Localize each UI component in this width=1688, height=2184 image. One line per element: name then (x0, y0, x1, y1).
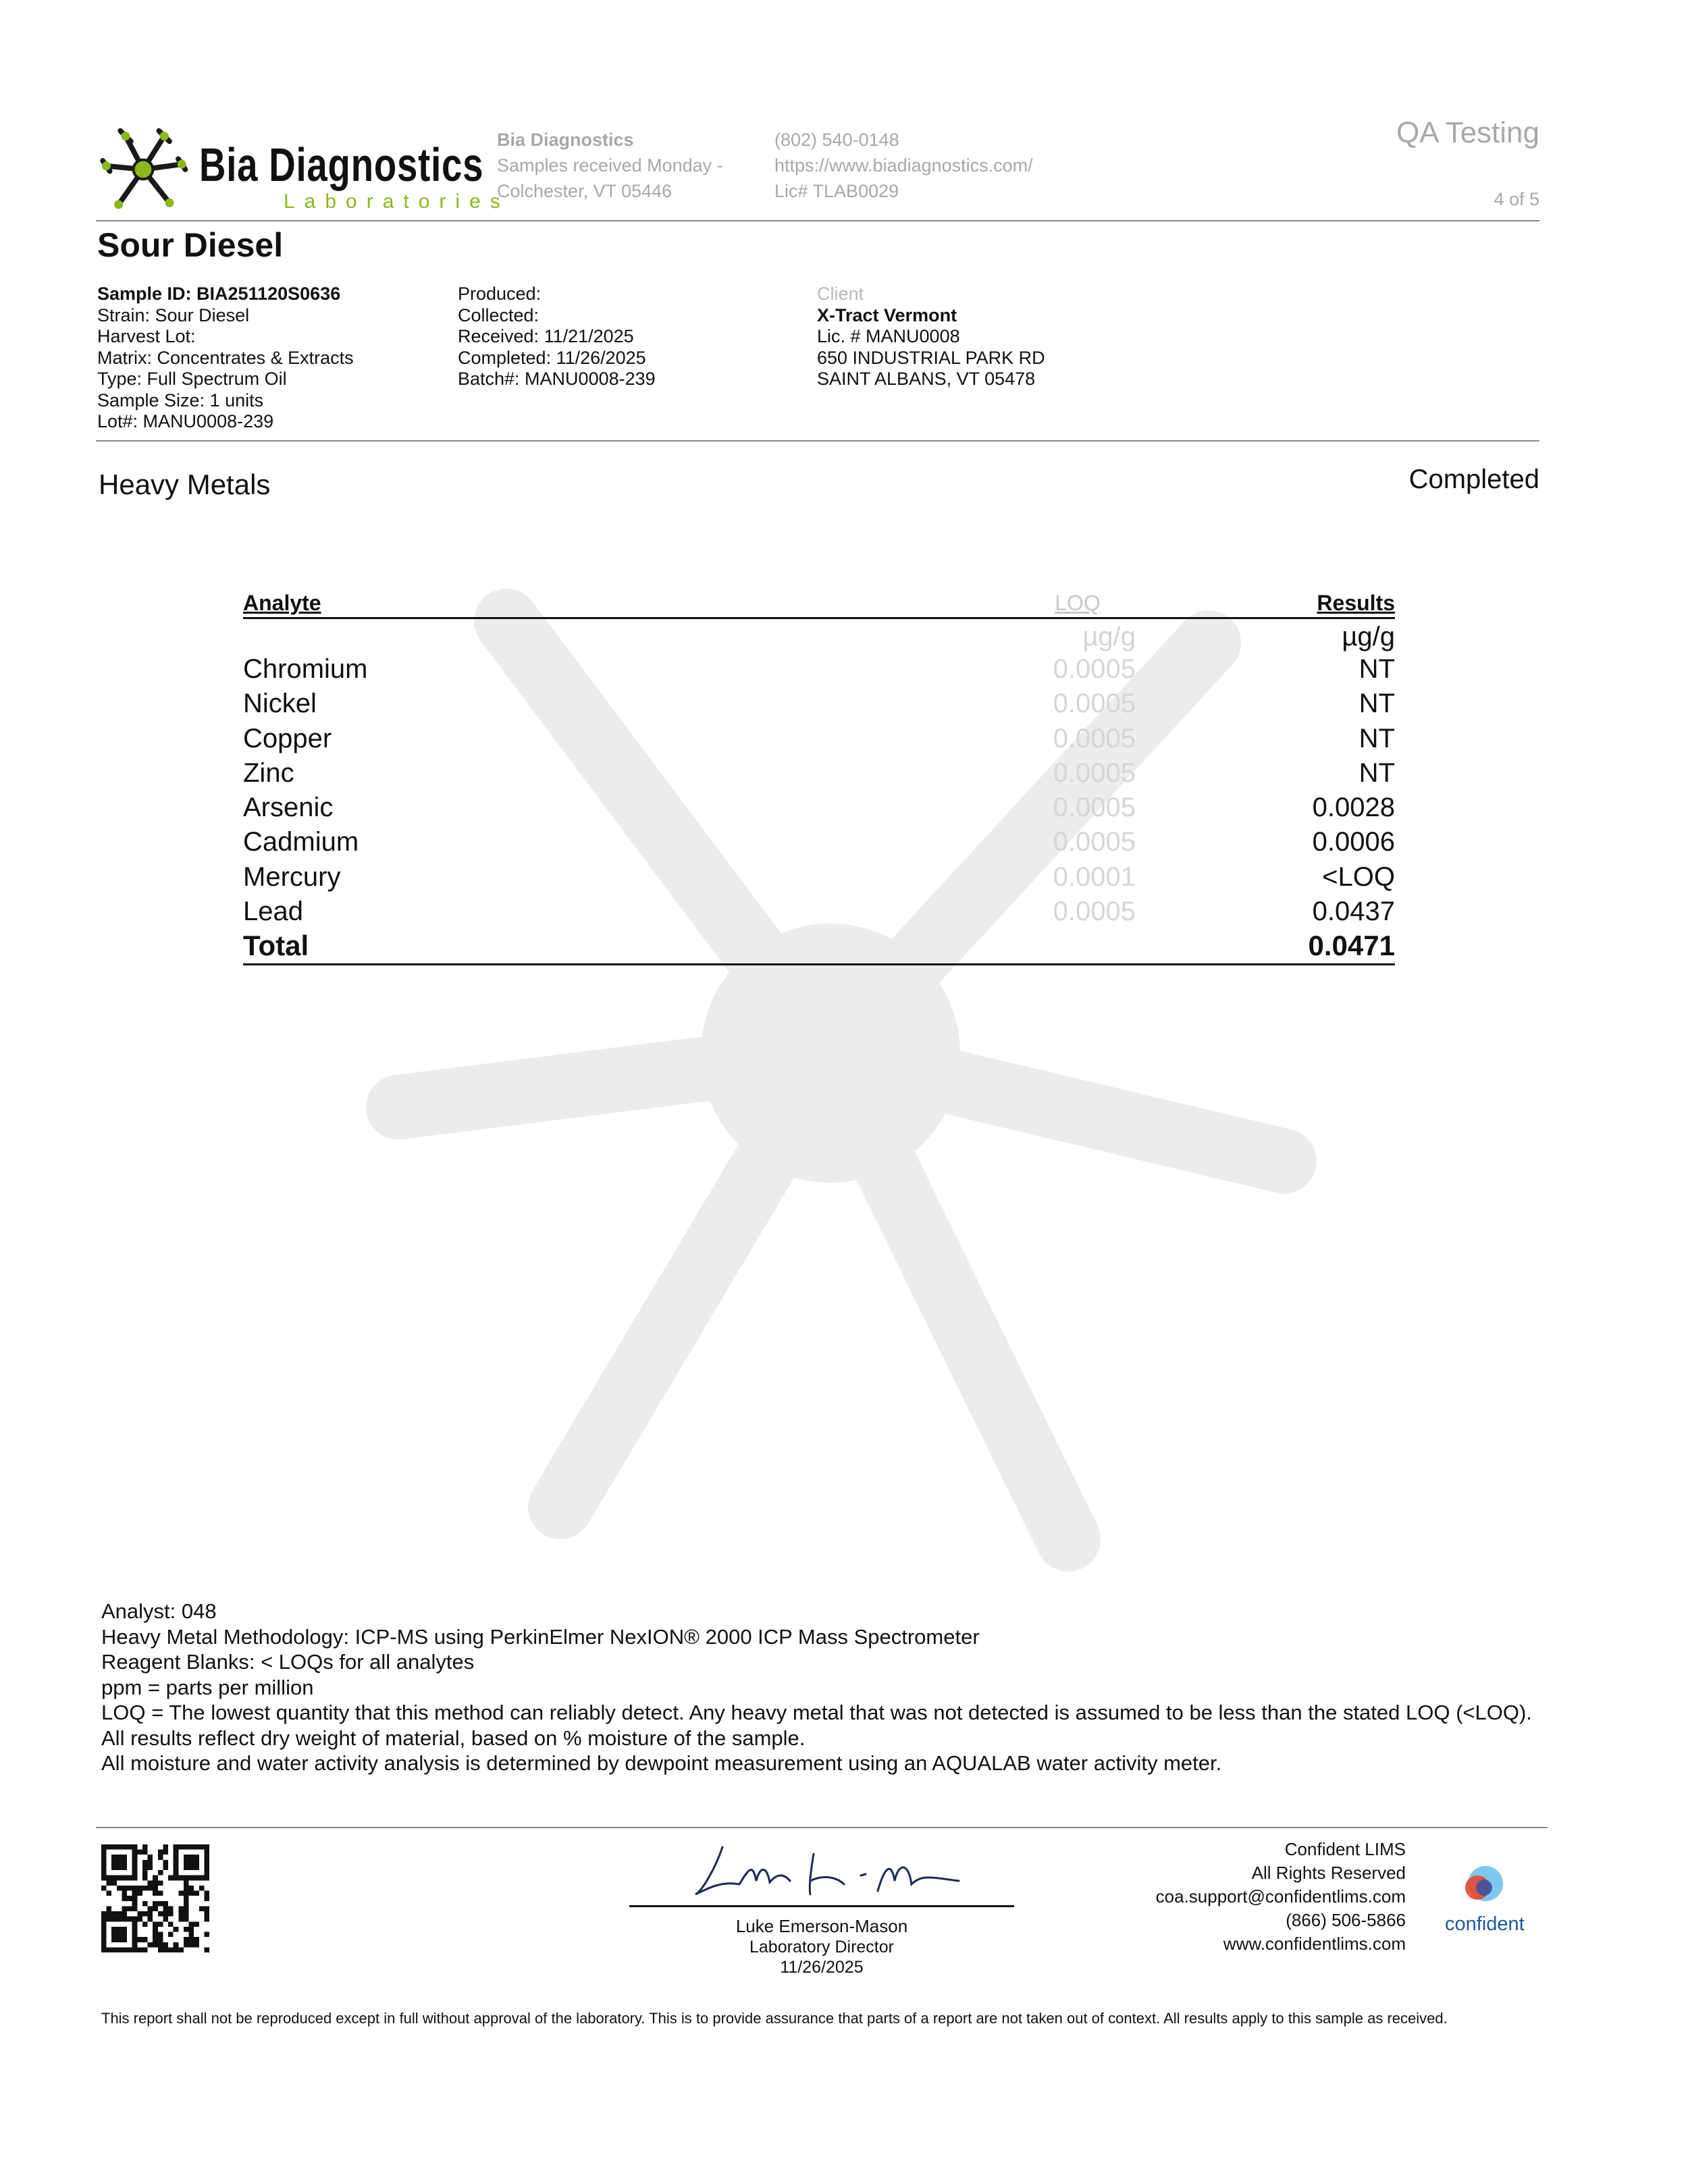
analyte-name: Cadmium (243, 827, 359, 857)
sample-dates (458, 284, 656, 390)
lab-phone: (802) 540-0148 (774, 130, 899, 150)
analyte-name: Copper (243, 723, 332, 753)
lab-name: Bia Diagnostics (497, 130, 634, 150)
analyte-result: NT (1359, 689, 1395, 719)
date-completed: Completed: 11/26/2025 (458, 347, 646, 368)
date-collected: Collected: (458, 304, 539, 325)
table-row (243, 721, 1395, 755)
director-signature (675, 1827, 972, 1908)
lab-info-column (497, 127, 723, 204)
page-number: 4 of 5 (1494, 189, 1539, 209)
lab-website[interactable]: https://www.biadiagnostics.com/ (774, 155, 1033, 176)
confident-wordmark: confident (1445, 1913, 1525, 1935)
lims-info (1156, 1838, 1406, 1956)
loq-unit: µg/g (1082, 622, 1136, 651)
table-header (243, 585, 1395, 619)
analyte-loq: 0.0005 (1053, 897, 1136, 927)
analyte-result: NT (1359, 654, 1395, 684)
sample-strain: Strain: Sour Diesel (97, 304, 250, 325)
batch-number: Batch#: MANU0008-239 (458, 369, 656, 389)
signature-date: 11/26/2025 (780, 1958, 864, 1977)
section-title: Heavy Metals (99, 469, 271, 500)
header-results: Results (1317, 591, 1395, 615)
signature-line (629, 1905, 1014, 1907)
analyte-loq: 0.0005 (1053, 654, 1136, 684)
sample-lot: Lot#: MANU0008-239 (97, 411, 274, 431)
analyte-result: NT (1359, 757, 1395, 788)
note-line: Reagent Blanks: < LOQs for all analytes (101, 1650, 475, 1674)
analyte-name: Lead (243, 897, 303, 927)
total-value: 0.0471 (1308, 930, 1395, 962)
table-row (243, 651, 1395, 686)
logo-subtitle: Laboratories (284, 190, 510, 213)
results-unit: µg/g (1342, 622, 1395, 651)
analyte-loq: 0.0005 (1053, 757, 1136, 788)
lims-email[interactable]: coa.support@confidentlims.com (1155, 1886, 1406, 1907)
heavy-metals-table (243, 585, 1395, 965)
analyte-name: Chromium (243, 654, 368, 684)
note-line: All moisture and water activity analysis is determined by dewpoint measurement using an AQUALAB water activity meter. (101, 1751, 1222, 1775)
client-address-1: 650 INDUSTRIAL PARK RD (817, 347, 1045, 368)
header-loq: LOQ (1055, 591, 1101, 615)
analyte-loq: 0.0005 (1053, 689, 1136, 719)
sample-matrix: Matrix: Concentrates & Extracts (97, 347, 354, 368)
report-title: QA Testing (1396, 116, 1539, 149)
note-line: LOQ = The lowest quantity that this method can reliably detect. Any heavy metal that was not detected is assumed to be less than the stated LOQ (<LOQ). (101, 1701, 1532, 1724)
analyte-name: Arsenic (243, 793, 334, 823)
date-received: Received: 11/21/2025 (458, 326, 634, 346)
analyte-result: 0.0006 (1312, 827, 1395, 857)
lims-phone: (866) 506-5866 (1286, 1910, 1406, 1930)
director-role: Laboratory Director (749, 1938, 894, 1956)
note-line: Analyst: 048 (101, 1599, 217, 1623)
client-label: Client (817, 284, 864, 304)
table-row (243, 894, 1395, 928)
lims-name: Confident LIMS (1284, 1839, 1406, 1859)
analyte-name: Zinc (243, 757, 294, 788)
analyte-result: NT (1359, 723, 1395, 753)
analyte-loq: 0.0001 (1053, 861, 1136, 892)
table-body (243, 651, 1395, 928)
client-name: X-Tract Vermont (817, 304, 957, 325)
date-produced: Produced: (458, 284, 542, 304)
sample-id: Sample ID: BIA251120S0636 (97, 284, 341, 304)
total-row (243, 928, 1395, 965)
note-line: Heavy Metal Methodology: ICP-MS using PerkinElmer NexION® 2000 ICP Mass Spectrometer (101, 1624, 980, 1649)
sample-size: Sample Size: 1 units (97, 390, 264, 410)
qr-code-icon[interactable] (101, 1844, 209, 1952)
client-license: Lic. # MANU0008 (817, 326, 960, 346)
lab-license: Lic# TLAB0029 (774, 181, 899, 201)
disclaimer: This report shall not be reproduced except in full without approval of the laboratory. This is to provide assurance that parts of a report are not taken out of context. All results apply to this sample as received. (101, 2010, 1448, 2027)
director-name: Luke Emerson-Mason (735, 1916, 908, 1936)
units-row (243, 619, 1395, 651)
header-divider (96, 220, 1539, 221)
analyte-loq: 0.0005 (1053, 793, 1136, 823)
table-row (243, 686, 1395, 720)
lab-contact-column (774, 127, 1033, 204)
logo-name: Bia Diagnostics (199, 138, 484, 191)
analyte-name: Nickel (243, 689, 317, 719)
lims-rights: All Rights Reserved (1251, 1863, 1406, 1883)
bia-logo-icon (96, 126, 190, 213)
client-address-2: SAINT ALBANS, VT 05478 (817, 369, 1036, 389)
table-row (243, 859, 1395, 894)
sample-info (97, 284, 354, 433)
header-analyte: Analyte (243, 591, 321, 615)
lims-website[interactable]: www.confidentlims.com (1223, 1934, 1406, 1954)
client-info (817, 284, 1045, 390)
methodology-notes (101, 1599, 1553, 1776)
note-line: All results reflect dry weight of material, based on % moisture of the sample. (101, 1726, 806, 1750)
info-divider (96, 440, 1539, 442)
analyte-loq: 0.0005 (1053, 723, 1136, 753)
sample-harvest-lot: Harvest Lot: (97, 326, 196, 346)
analyte-result: <LOQ (1322, 861, 1395, 892)
confident-logo-icon (1458, 1862, 1506, 1909)
lab-address: Colchester, VT 05446 (497, 181, 672, 201)
table-row (243, 790, 1395, 824)
table-row (243, 824, 1395, 859)
product-name: Sour Diesel (97, 226, 284, 264)
total-label: Total (243, 930, 309, 962)
analyte-result: 0.0028 (1312, 793, 1395, 823)
section-status: Completed (1408, 464, 1539, 494)
analyte-loq: 0.0005 (1053, 827, 1136, 857)
analyte-result: 0.0437 (1312, 897, 1395, 927)
lab-hours: Samples received Monday - (497, 155, 723, 176)
sample-type: Type: Full Spectrum Oil (97, 369, 287, 389)
note-line: ppm = parts per million (101, 1675, 314, 1699)
table-row (243, 755, 1395, 790)
analyte-name: Mercury (243, 861, 341, 892)
